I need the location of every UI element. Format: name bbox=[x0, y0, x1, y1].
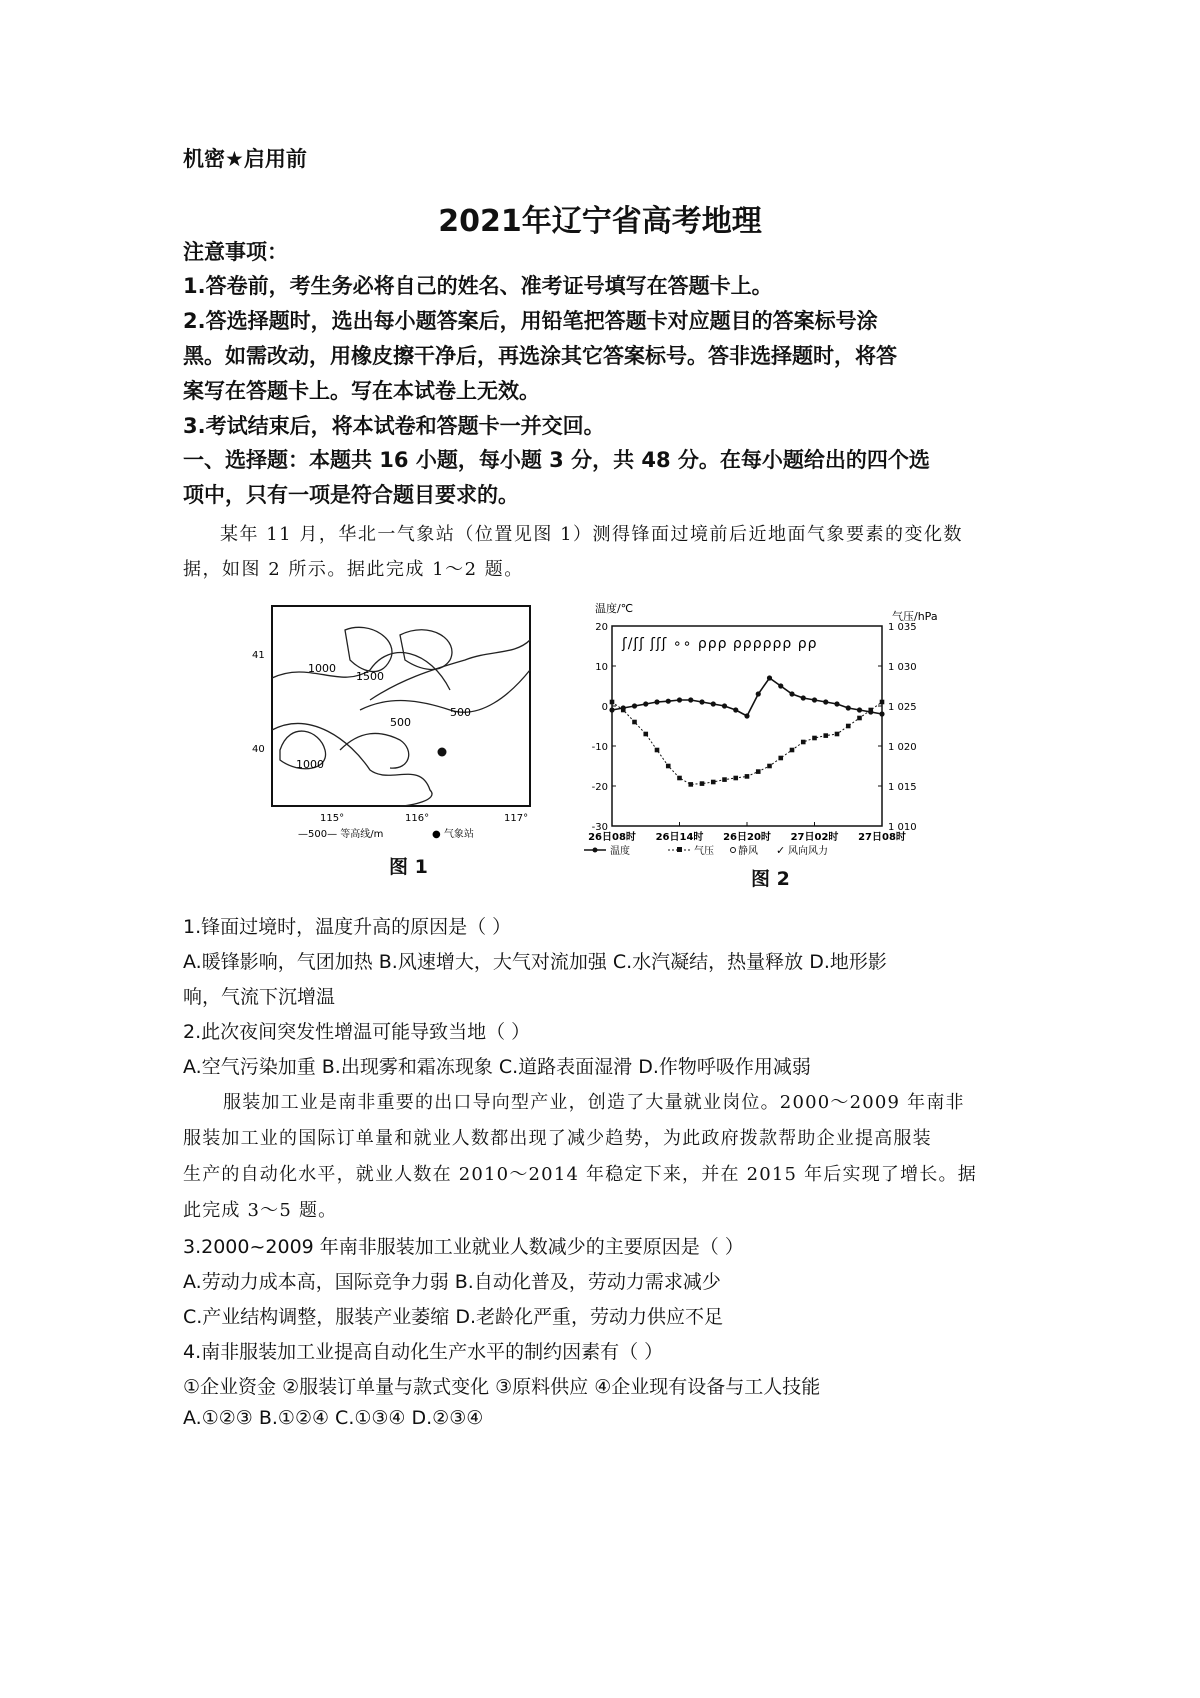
wind-barbs-row: ʃ/ʃʃ ʃʃʃ ∘∘ ρρρ ρρρρρρ ρρ bbox=[622, 636, 818, 652]
legend-station: ● 气象站 bbox=[432, 829, 474, 840]
pressure-point bbox=[722, 777, 727, 782]
pressure-point bbox=[655, 748, 660, 753]
pressure-point bbox=[711, 780, 716, 785]
temperature-point bbox=[711, 701, 716, 706]
left-axis-title: 温度/℃ bbox=[595, 602, 634, 615]
notice-item: 1.答卷前，考生务必将自己的姓名、准考证号填写在答题卡上。 bbox=[183, 274, 773, 298]
legend-temp-marker bbox=[593, 848, 598, 853]
lat-label: 41 bbox=[252, 650, 265, 661]
temperature-point bbox=[722, 703, 727, 708]
y-left-tick-label: 20 bbox=[595, 622, 608, 633]
contour-line bbox=[400, 630, 452, 670]
temperature-point bbox=[823, 699, 828, 704]
notice-heading: 注意事项： bbox=[183, 240, 288, 264]
legend-contour: —500— 等高线/m bbox=[298, 829, 384, 840]
question-1: 1.锋面过境时，温度升高的原因是（ ） bbox=[183, 916, 512, 938]
y-left-tick-label: -10 bbox=[591, 742, 608, 753]
x-tick-label: 26日20时 bbox=[723, 832, 771, 843]
contour-label: 500 bbox=[450, 706, 471, 719]
figure1-map bbox=[250, 600, 540, 840]
passage-text: 服装加工业的国际订单量和就业人数都出现了减少趋势，为此政府拨款帮助企业提高服装 bbox=[183, 1128, 932, 1149]
temperature-point bbox=[857, 707, 862, 712]
pressure-point bbox=[880, 700, 885, 705]
pressure-point bbox=[767, 764, 772, 769]
temperature-point bbox=[666, 699, 671, 704]
contour-line bbox=[370, 640, 530, 700]
pressure-point bbox=[677, 776, 682, 781]
lat-label: 40 bbox=[252, 744, 265, 755]
temperature-point bbox=[677, 697, 682, 702]
y-left-tick-label: -20 bbox=[591, 782, 608, 793]
temperature-point bbox=[744, 713, 749, 718]
legend-calm-label: 静风 bbox=[738, 846, 758, 857]
question-1-options: A.暖锋影响，气团加热 B.风速增大，大气对流加强 C.水汽凝结，热量释放 D.地形影 bbox=[183, 951, 887, 973]
pressure-point bbox=[857, 716, 862, 721]
pressure-point bbox=[835, 732, 840, 737]
figure1-caption: 图 1 bbox=[389, 856, 428, 878]
contour-line bbox=[345, 627, 392, 671]
pressure-point bbox=[610, 700, 615, 705]
temperature-point bbox=[654, 699, 659, 704]
temperature-point bbox=[699, 699, 704, 704]
section-heading: 一、选择题：本题共 16 小题，每小题 3 分，共 48 分。在每小题给出的四个选 bbox=[183, 448, 930, 472]
question-1-options: 响，气流下沉增温 bbox=[183, 986, 336, 1008]
question-2: 2.此次夜间突发性增温可能导致当地（ ） bbox=[183, 1021, 531, 1043]
temperature-point bbox=[756, 691, 761, 696]
notice-item: 黑。如需改动，用橡皮擦干净后，再选涂其它答案标号。答非选择题时，将答 bbox=[183, 344, 897, 368]
page-title: 2021年辽宁省高考地理 bbox=[438, 204, 762, 239]
temperature-point bbox=[643, 701, 648, 706]
contour-label: 1000 bbox=[296, 758, 324, 771]
temperature-point bbox=[846, 705, 851, 710]
x-tick-label: 27日02时 bbox=[790, 832, 839, 843]
temperature-point bbox=[801, 695, 806, 700]
pressure-point bbox=[643, 732, 648, 737]
confidential-label: 机密★启用前 bbox=[183, 147, 307, 171]
pressure-point bbox=[745, 774, 750, 779]
passage-text: 此完成 3～5 题。 bbox=[183, 1200, 338, 1221]
x-tick-label: 27日08时 bbox=[858, 832, 906, 843]
passage-text: 生产的自动化水平，就业人数在 2010～2014 年稳定下来，并在 2015 年后实现了增长。据 bbox=[183, 1164, 977, 1185]
pressure-point bbox=[846, 724, 851, 729]
pressure-point bbox=[733, 776, 738, 781]
y-right-tick-label: 1 020 bbox=[888, 742, 917, 753]
y-left-tick-label: 0 bbox=[601, 702, 608, 713]
temperature-point bbox=[812, 697, 817, 702]
plot-frame bbox=[612, 626, 882, 826]
y-left-tick-label: 10 bbox=[595, 662, 608, 673]
contour-line bbox=[340, 733, 409, 768]
pressure-point bbox=[778, 756, 783, 761]
temperature-point bbox=[609, 707, 614, 712]
notice-item: 3.考试结束后，将本试卷和答题卡一并交回。 bbox=[183, 414, 605, 438]
passage-text: 某年 11 月，华北一气象站（位置见图 1）测得锋面过境前后近地面气象要素的变化数 bbox=[220, 524, 964, 545]
passage-text: 服装加工业是南非重要的出口导向型产业，创造了大量就业岗位。2000～2009 年南非 bbox=[223, 1092, 965, 1113]
temperature-point bbox=[688, 697, 693, 702]
question-4-options: A.①②③ B.①②④ C.①③④ D.②③④ bbox=[183, 1407, 484, 1429]
temperature-point bbox=[778, 683, 783, 688]
section-heading: 项中，只有一项是符合题目要求的。 bbox=[183, 483, 519, 507]
pressure-point bbox=[756, 769, 761, 774]
question-3-options: C.产业结构调整，服装产业萎缩 D.老龄化严重，劳动力供应不足 bbox=[183, 1306, 724, 1328]
lon-label: 117° bbox=[504, 813, 529, 824]
legend-wind-label: 风向风力 bbox=[788, 846, 828, 857]
y-right-tick-label: 1 035 bbox=[888, 622, 917, 633]
passage-text: 据，如图 2 所示。据此完成 1～2 题。 bbox=[183, 559, 524, 580]
y-left-tick-label: -30 bbox=[591, 822, 608, 833]
pressure-point bbox=[666, 764, 671, 769]
contour-label: 1500 bbox=[356, 670, 384, 683]
notice-item: 案写在答题卡上。写在本试卷上无效。 bbox=[183, 379, 540, 403]
legend-pressure-label: 气压 bbox=[694, 846, 714, 857]
legend-wind-icon: ✓ bbox=[776, 844, 786, 857]
figure2-caption: 图 2 bbox=[751, 868, 790, 890]
y-right-tick-label: 1 030 bbox=[888, 662, 917, 673]
contour-label: 1000 bbox=[308, 662, 336, 675]
map-frame bbox=[272, 606, 530, 806]
y-right-tick-label: 1 025 bbox=[888, 702, 917, 713]
legend-calm-marker bbox=[731, 848, 736, 853]
pressure-point bbox=[790, 748, 795, 753]
question-3-options: A.劳动力成本高，国际竞争力弱 B.自动化普及，劳动力需求减少 bbox=[183, 1271, 721, 1293]
pressure-point bbox=[688, 782, 693, 787]
legend-pressure-marker bbox=[677, 847, 682, 852]
y-right-tick-label: 1 010 bbox=[888, 822, 917, 833]
temperature-point bbox=[834, 701, 839, 706]
temperature-point bbox=[767, 675, 772, 680]
contour-label: 500 bbox=[390, 716, 411, 729]
x-tick-label: 26日14时 bbox=[655, 832, 704, 843]
temperature-point bbox=[733, 707, 738, 712]
temperature-point bbox=[879, 711, 884, 716]
question-2-options: A.空气污染加重 B.出现雾和霜冻现象 C.道路表面湿滑 D.作物呼吸作用减弱 bbox=[183, 1056, 811, 1078]
question-4: 4.南非服装加工业提高自动化生产水平的制约因素有（ ） bbox=[183, 1341, 664, 1363]
right-axis-title: 气压/hPa bbox=[892, 610, 938, 623]
pressure-point bbox=[812, 736, 817, 741]
figure2-chart bbox=[580, 598, 950, 860]
lon-label: 116° bbox=[405, 813, 430, 824]
lon-label: 115° bbox=[320, 813, 345, 824]
pressure-point bbox=[632, 720, 637, 725]
pressure-point bbox=[700, 781, 705, 786]
pressure-point bbox=[801, 740, 806, 745]
temperature-point bbox=[789, 691, 794, 696]
pressure-point bbox=[868, 708, 873, 713]
legend-temp-label: 温度 bbox=[610, 846, 630, 857]
y-right-tick-label: 1 015 bbox=[888, 782, 917, 793]
temperature-line bbox=[612, 678, 882, 716]
pressure-point bbox=[823, 733, 828, 738]
question-3: 3.2000~2009 年南非服装加工业就业人数减少的主要原因是（ ） bbox=[183, 1236, 744, 1258]
question-4-items: ①企业资金 ②服装订单量与款式变化 ③原料供应 ④企业现有设备与工人技能 bbox=[183, 1376, 821, 1398]
pressure-point bbox=[621, 708, 626, 713]
temperature-point bbox=[632, 703, 637, 708]
notice-item: 2.答选择题时，选出每小题答案后，用铅笔把答题卡对应题目的答案标号涂 bbox=[183, 309, 878, 333]
weather-station-marker bbox=[438, 748, 447, 757]
x-tick-label: 26日08时 bbox=[588, 832, 636, 843]
